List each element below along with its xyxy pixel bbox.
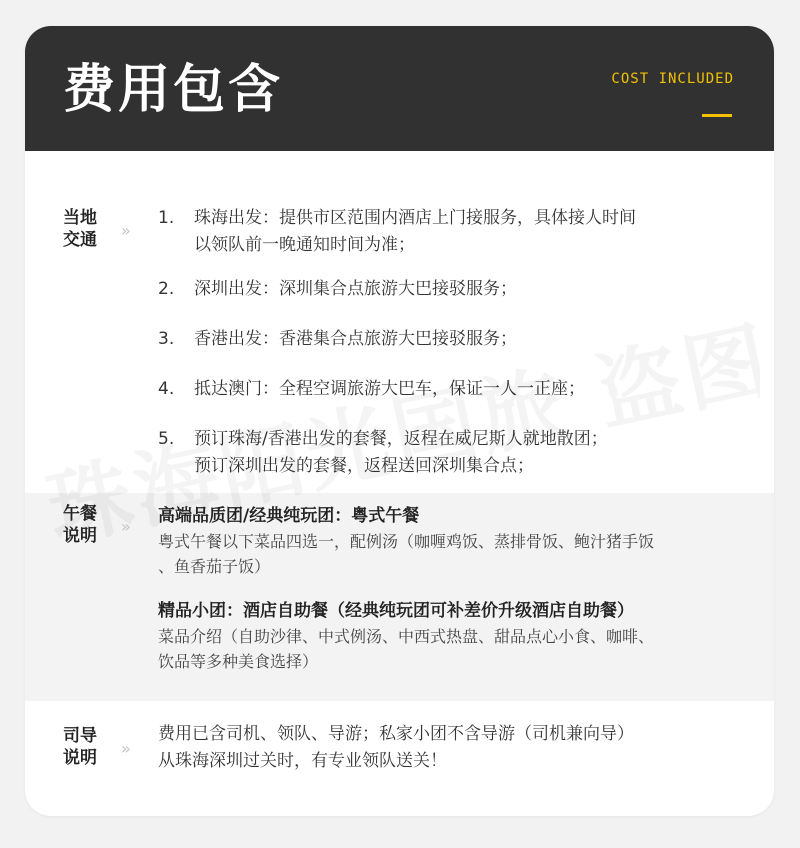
lunch-section [25,493,774,701]
header-subtitle: COST INCLUDED [611,71,734,87]
lunch-desc-line: 饮品等多种美食选择） [158,652,319,671]
lunch-desc-line: 菜品介绍（自助沙律、中式例汤、中西式热盘、甜品点心小食、咖啡、 [158,627,655,646]
cost-included-card [25,26,774,816]
double-chevron-icon: » [121,739,131,758]
lunch-heading-premium: 高端品质团/经典纯玩团：粤式午餐 [158,506,420,526]
header-title: 费用包含 [63,60,284,120]
guide-label: 司导 说明 [63,726,97,768]
lunch-label: 午餐 说明 [63,504,97,546]
list-item: 1. 珠海出发：提供市区范围内酒店上门接服务，具体接人时间 以领队前一晚通知时间为准； [158,208,636,255]
lunch-content [158,503,748,674]
transport-list [158,205,748,480]
list-item: 3. 香港出发：香港集合点旅游大巴接驳服务； [158,329,517,349]
guide-section [25,701,774,816]
double-chevron-icon: » [121,517,131,536]
transport-section [25,151,774,493]
guide-line: 费用已含司机、领队、导游；私家小团不含导游（司机兼向导） [158,724,634,744]
guide-content [158,721,748,775]
header-bar [25,26,774,151]
guide-line: 从珠海深圳过关时，有专业领队送关！ [158,751,447,771]
lunch-desc-line: 粤式午餐以下菜品四选一，配例汤（咖喱鸡饭、蒸排骨饭、鲍汁猪手饭 [158,532,655,551]
list-item: 5. 预订珠海/香港出发的套餐，返程在威尼斯人就地散团； 预订深圳出发的套餐，返程送回深圳集合点； [158,429,608,476]
list-item: 4. 抵达澳门：全程空调旅游大巴车，保证一人一正座； [158,379,585,399]
accent-underline [702,114,732,117]
double-chevron-icon: » [121,221,131,240]
list-item: 2. 深圳出发：深圳集合点旅游大巴接驳服务； [158,279,517,299]
lunch-desc-line: 、鱼香茄子饭） [158,557,271,576]
lunch-heading-small-group: 精品小团：酒店自助餐（经典纯玩团可补差价升级酒店自助餐） [158,601,634,621]
transport-label: 当地 交通 [63,208,97,250]
